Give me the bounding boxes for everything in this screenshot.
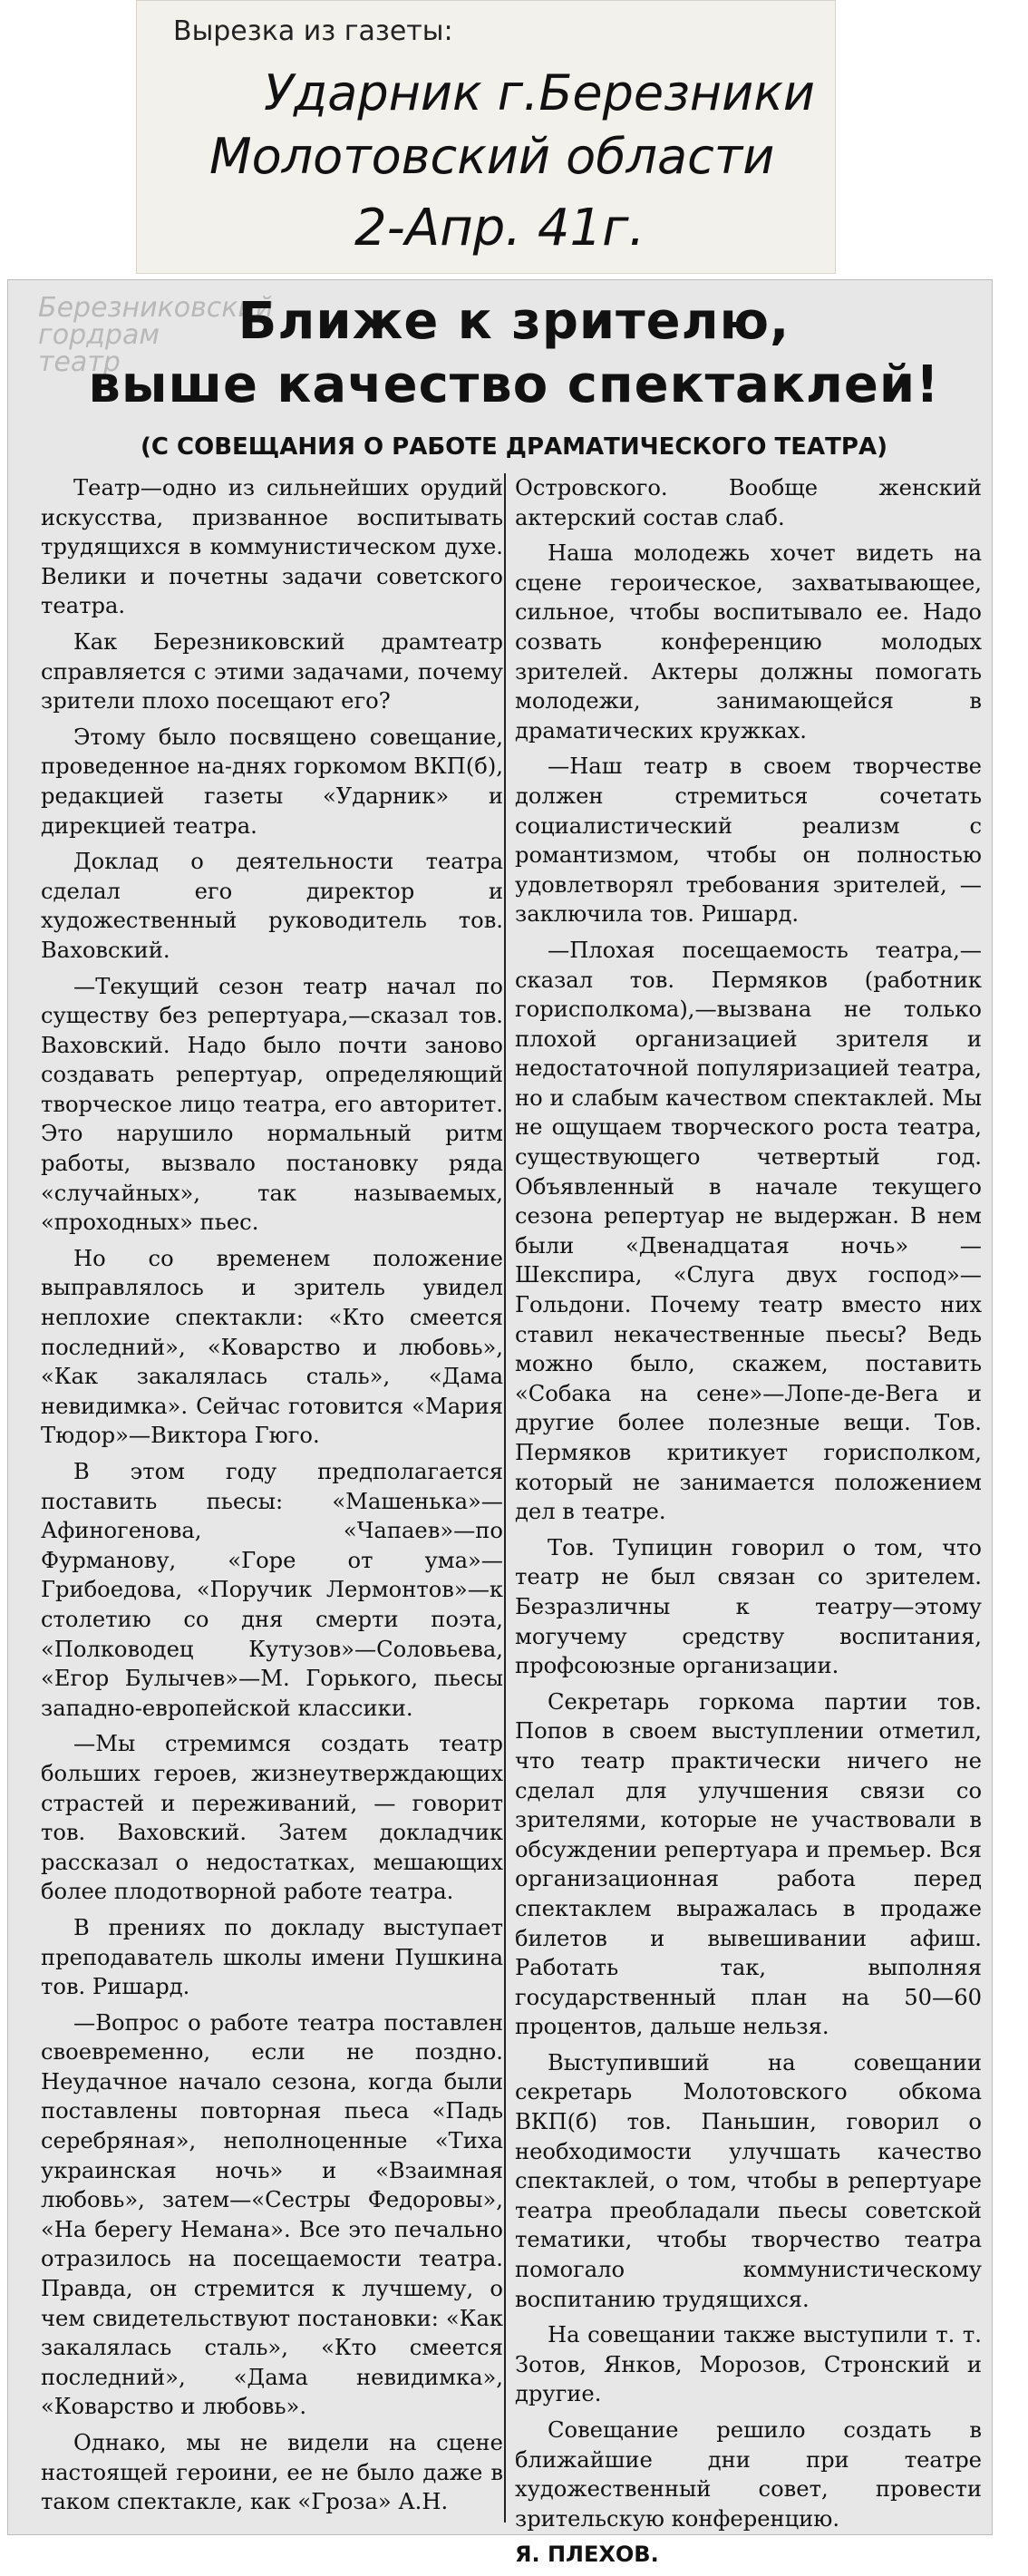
paragraph: —Вопрос о работе театра поставлен своевременно, если не поздно. Неудачное начало сезона, когда были поставлены повторная пьеса «Падь серебряная», неполноценные «Тиха украинская ночь» и «Взаимная любовь», затем—«Сестры Федоровы», «На берегу Немана». Все это печально отразилось на посещаемости театра. Правда, он стремится к лучшему, о чем свидетельствуют постановки: «Как закалялась сталь», «Кто смеется последний», «Дама невидимка», «Коварство и любовь». xyxy=(41,2009,503,2420)
paragraph: В прениях по докладу выступает преподаватель школы имени Пушкина тов. Ришард. xyxy=(41,1914,503,2000)
article-column-right xyxy=(515,473,982,2576)
paragraph: Совещание решило создать в ближайшие дни при театре художественный совет, провести зрительскую конференцию. xyxy=(515,2417,982,2532)
faded-stamp: Березниковский гордрам театр xyxy=(38,292,274,378)
paragraph: —Наш театр в своем творчестве должен стремиться сочетать социалистический реализм с романтизмом, чтобы он полностью удовлетворял требования зрителей, — заключила тов. Ришард. xyxy=(515,753,982,928)
paragraph: Островского. Вообще женский актерский состав слаб. xyxy=(515,475,982,530)
author-signature: Я. ПЛЕХОВ. xyxy=(515,2542,659,2568)
paragraph: Как Березниковский драмтеатр справляется с этими задачами, почему зрители плохо посещают его? xyxy=(41,628,503,714)
paragraph: Секретарь горкома партии тов. Попов в своем выступлении отметил, что театр практически ничего не сделал для улучшения связи со зрителями, которые не участвовали в обсуждении репертуара и премьер. Вся организационная работа перед спектаклем выражалась в продаже билетов и вывешивании афиш. Работать так, выполняя государственный план на 50—60 процентов, дальше нельзя. xyxy=(515,1688,982,2040)
headline-line-1: Ближе к зрителю, xyxy=(238,292,790,351)
paragraph: Выступивший на совещании секретарь Молотовского обкома ВКП(б) тов. Паньшин, говорил о необходимости улучшать качество спектаклей, о том, чтобы в репертуаре театра преобладали пьесы советской тематики, чтобы творчество театра помогало коммунистическому воспитанию трудящихся. xyxy=(515,2049,982,2312)
paragraph: —Текущий сезон театр начал по существу без репертуара,—сказал тов. Ваховский. Надо было почти заново создавать репертуар, определяющий творческое лицо театра, его авторитет. Это нарушило нормальный ритм работы, вызвало постановку ряда «случайных», так называемых, «проходных» пьес. xyxy=(41,973,503,1236)
column-divider xyxy=(504,473,506,2523)
paragraph: Тов. Тупицин говорил о том, что театр не был связан со зрителем. Безразличны к театру—этому могучему средству воспитания, профсоюзные организации. xyxy=(515,1534,982,1679)
paragraph: Наша молодежь хочет видеть на сцене героическое, захватывающее, сильное, чтобы воспитывало ее. Надо созвать конференцию молодых зрителей. Актеры должны помогать молодежи, занимающейся в драматических кружках. xyxy=(515,540,982,744)
paragraph: Однако, мы не видели на сцене настоящей героини, ее не было даже в таком спектакле, как «Гроза» А.Н. xyxy=(41,2430,503,2515)
paragraph: В этом году предполагается поставить пьесы: «Машенька»—Афиногенова, «Чапаев»—по Фурманову, «Горе от ума»—Грибоедова, «Поручик Лермонтов»—к столетию со дня смерти поэта, «Полководец Кутузов»—Соловьева, «Егор Булычев»—М. Горького, пьесы западно-европейской классики. xyxy=(41,1459,503,1721)
label-date: 2-Апр. 41г. xyxy=(354,199,645,258)
paragraph: Но со временем положение выправлялось и зритель увидел неплохие спектакли: «Кто смеется последний», «Коварство и любовь», «Как закалялась сталь», «Дама невидимка». Сейчас готовится «Мария Тюдор»—Виктора Гюго. xyxy=(41,1245,503,1449)
paragraph: Театр—одно из сильнейших орудий искусства, призванное воспитывать трудящихся в коммунистическом духе. Велики и почетны задачи советского театра. xyxy=(41,475,503,619)
paragraph: —Плохая посещаемость театра,—сказал тов. Пермяков (работник горисполкома),—вызвана не только плохой организацией зрителя и недостаточной популяризацией театра, но и слабым качеством спектаклей. Мы не ощущаем творческого роста театра, существующего четвертый год. Объявленный в начале текущего сезона репертуар не выдержан. В нем были «Двенадцатая ночь» — Шекспира, «Слуга двух господ»—Гольдони. Почему театр вместо них ставил некачественные пьесы? Ведь можно было, скажем, поставить «Собака на сене»—Лопе-де-Вега и другие более полезные вещи. Тов. Пермяков критикует горисполком, который не занимается положением дел в театре. xyxy=(515,937,982,1525)
paragraph: —Мы стремимся создать театр больших героев, жизнеутверждающих страстей и переживаний, — говорит тов. Ваховский. Затем докладчик рассказал о недостатках, мешающих более плодотворной работе театра. xyxy=(41,1731,503,1905)
headline-line-2: выше качество спектаклей! xyxy=(88,355,940,414)
archive-label-card xyxy=(136,0,836,274)
label-header: Вырезка из газеты: xyxy=(173,15,453,47)
paragraph: Доклад о деятельности театра сделал его директор и художественный руководитель тов. Ваховский. xyxy=(41,849,503,963)
paragraph: Этому было посвящено совещание, проведенное на-днях горкомом ВКП(б), редакцией газеты «Ударник» и дирекцией театра. xyxy=(41,724,503,839)
label-newspaper: Ударник г.Березники xyxy=(264,64,815,122)
article-subtitle: (С СОВЕЩАНИЯ О РАБОТЕ ДРАМАТИЧЕСКОГО ТЕАТРА) xyxy=(141,433,887,461)
paragraph: На совещании также выступили т. т. Зотов, Янков, Морозов, Стронский и другие. xyxy=(515,2322,982,2407)
label-region: Молотовский области xyxy=(209,128,775,185)
article-column-left xyxy=(41,473,503,2523)
